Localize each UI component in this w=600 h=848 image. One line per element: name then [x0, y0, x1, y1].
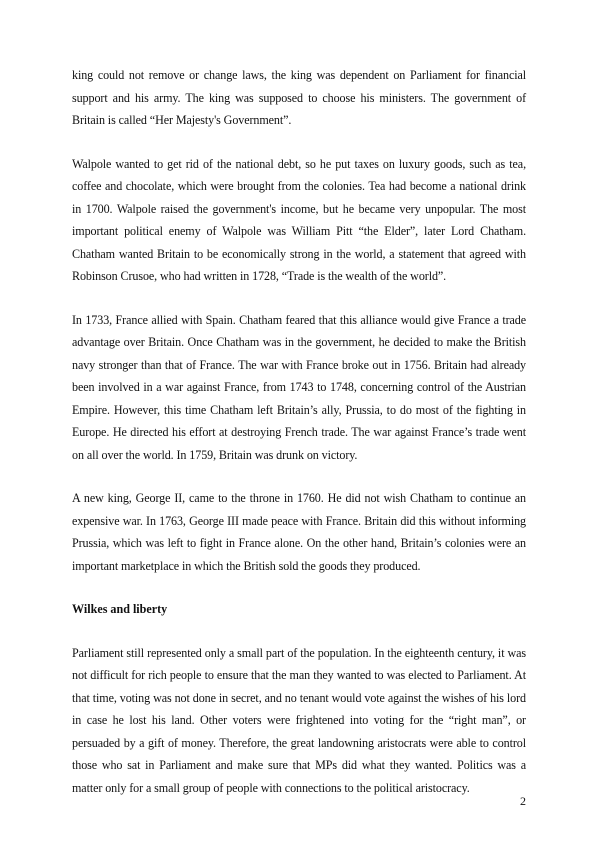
section-heading: Wilkes and liberty	[72, 602, 168, 616]
paragraph-parliament-representation: Parliament still represented only a small part of the population. In the eighteenth century, it was not difficult for rich people to ensure that the man they wanted to was elected to Parliament. At that time, voting was not done in secret, and no tenant would vote against the wishes of his lord in case he lost his land. Other voters were frightened into voting for the “right man”, or persuaded by a gift of money. Therefore, the great landowning aristocrats were able to control those who sat in Parliament and make sure that MPs did what they wanted. Politics was a matter only for a small group of people with connections to the political aristocracy.	[72, 645, 526, 795]
document-page	[72, 64, 526, 820]
paragraph-new-king: A new king, George II, came to the throne in 1760. He did not wish Chatham to continue an expensive war. In 1763, George III made peace with France. Britain did this without informing Prussia, which was left to fight in France alone. On the other hand, Britain’s colonies were an important marketplace in which the British sold the goods they produced.	[72, 491, 526, 573]
paragraph-france-war: In 1733, France allied with Spain. Chatham feared that this alliance would give France a trade advantage over Britain. Once Chatham was in the government, he decided to make the British navy stronger than that of France. The war with France broke out in 1756. Britain had already been involved in a war against France, from 1743 to 1748, concerning control of the Austrian Empire. However, this time Chatham left Britain’s ally, Prussia, to do most of the fighting in Europe. He directed his effort at destroying French trade. The war against France’s trade went on all over the world. In 1759, Britain was drunk on victory.	[72, 312, 526, 462]
paragraph-walpole: Walpole wanted to get rid of the national debt, so he put taxes on luxury goods, such as tea, coffee and chocolate, which were brought from the colonies. Tea had become a national drink in 1700. Walpole raised the government's income, but he became very unpopular. The most important political enemy of Walpole was William Pitt “the Elder”, later Lord Chatham. Chatham wanted Britain to be economically strong in the world, a statement that agreed with Robinson Crusoe, who had written in 1728, “Trade is the wealth of the world”.	[72, 156, 526, 283]
paragraph-parliament-king: king could not remove or change laws, the king was dependent on Parliament for financial support and his army. The king was supposed to choose his ministers. The government of Britain is called “Her Majesty's Government”.	[72, 68, 526, 127]
page-number: 2	[520, 794, 526, 808]
